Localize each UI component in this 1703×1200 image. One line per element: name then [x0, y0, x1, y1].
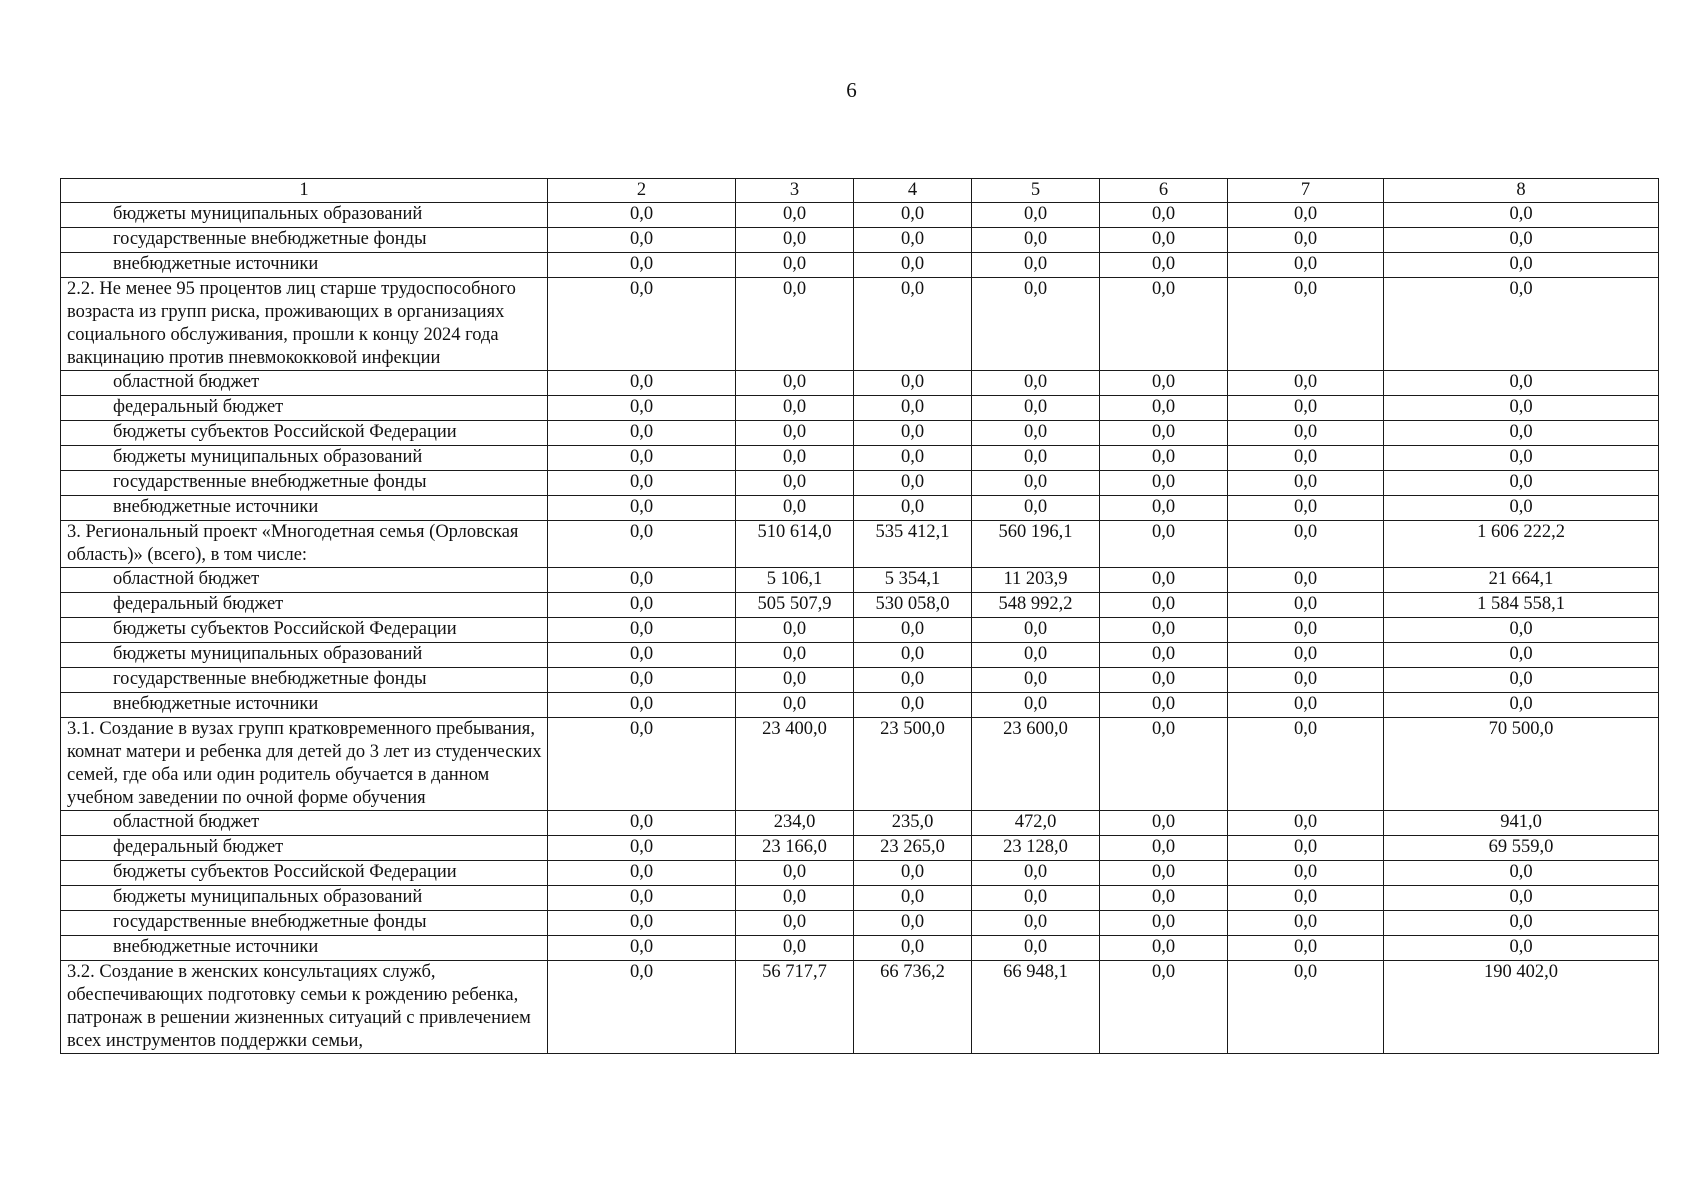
table-row	[61, 496, 1659, 521]
table-row	[61, 371, 1659, 396]
row-label: областной бюджет	[61, 371, 548, 396]
value-cell: 66 736,2	[854, 961, 972, 1054]
column-header: 6	[1100, 179, 1228, 203]
value-cell: 11 203,9	[972, 568, 1100, 593]
table-row	[61, 228, 1659, 253]
table-row	[61, 836, 1659, 861]
value-cell: 235,0	[854, 811, 972, 836]
value-cell: 0,0	[972, 228, 1100, 253]
value-cell: 0,0	[1228, 421, 1384, 446]
table-row	[61, 643, 1659, 668]
value-cell: 548 992,2	[972, 593, 1100, 618]
value-cell: 0,0	[1384, 496, 1659, 521]
value-cell: 0,0	[1228, 668, 1384, 693]
value-cell: 0,0	[854, 253, 972, 278]
value-cell: 0,0	[1384, 371, 1659, 396]
value-cell: 66 948,1	[972, 961, 1100, 1054]
value-cell: 234,0	[736, 811, 854, 836]
table-row	[61, 253, 1659, 278]
value-cell: 0,0	[736, 911, 854, 936]
value-cell: 0,0	[1228, 253, 1384, 278]
value-cell: 23 400,0	[736, 718, 854, 811]
value-cell: 0,0	[972, 446, 1100, 471]
value-cell: 0,0	[1100, 836, 1228, 861]
table-row	[61, 421, 1659, 446]
row-label: бюджеты субъектов Российской Федерации	[61, 861, 548, 886]
value-cell: 0,0	[854, 471, 972, 496]
value-cell: 0,0	[1384, 911, 1659, 936]
value-cell: 0,0	[1100, 936, 1228, 961]
value-cell: 21 664,1	[1384, 568, 1659, 593]
value-cell: 0,0	[736, 446, 854, 471]
row-label: бюджеты муниципальных образований	[61, 643, 548, 668]
value-cell: 0,0	[972, 203, 1100, 228]
value-cell: 0,0	[1228, 446, 1384, 471]
column-header: 7	[1228, 179, 1384, 203]
value-cell: 0,0	[1100, 203, 1228, 228]
table-row	[61, 886, 1659, 911]
column-header: 1	[61, 179, 548, 203]
value-cell: 0,0	[972, 911, 1100, 936]
value-cell: 0,0	[1228, 371, 1384, 396]
value-cell: 0,0	[854, 278, 972, 371]
value-cell: 0,0	[736, 618, 854, 643]
row-label: внебюджетные источники	[61, 936, 548, 961]
value-cell: 0,0	[548, 861, 736, 886]
page-number: 6	[846, 78, 857, 102]
value-cell: 0,0	[548, 693, 736, 718]
value-cell: 0,0	[548, 396, 736, 421]
value-cell: 0,0	[1228, 521, 1384, 568]
row-label: федеральный бюджет	[61, 593, 548, 618]
value-cell: 0,0	[548, 961, 736, 1054]
row-label: областной бюджет	[61, 811, 548, 836]
value-cell: 0,0	[1384, 861, 1659, 886]
value-cell: 0,0	[854, 643, 972, 668]
value-cell: 1 584 558,1	[1384, 593, 1659, 618]
row-label: внебюджетные источники	[61, 693, 548, 718]
value-cell: 0,0	[1384, 253, 1659, 278]
value-cell: 0,0	[548, 278, 736, 371]
value-cell: 0,0	[1384, 936, 1659, 961]
value-cell: 0,0	[548, 811, 736, 836]
value-cell: 0,0	[1384, 421, 1659, 446]
table-row	[61, 936, 1659, 961]
value-cell: 0,0	[736, 936, 854, 961]
value-cell: 0,0	[854, 203, 972, 228]
table-row	[61, 718, 1659, 811]
value-cell: 0,0	[548, 643, 736, 668]
value-cell: 23 265,0	[854, 836, 972, 861]
value-cell: 190 402,0	[1384, 961, 1659, 1054]
value-cell: 0,0	[1100, 471, 1228, 496]
row-label: федеральный бюджет	[61, 836, 548, 861]
value-cell: 0,0	[1100, 886, 1228, 911]
row-label: бюджеты субъектов Российской Федерации	[61, 421, 548, 446]
value-cell: 0,0	[972, 668, 1100, 693]
value-cell: 0,0	[1228, 228, 1384, 253]
value-cell: 0,0	[548, 421, 736, 446]
budget-table	[60, 178, 1659, 1054]
column-header: 4	[854, 179, 972, 203]
value-cell: 0,0	[736, 253, 854, 278]
value-cell: 472,0	[972, 811, 1100, 836]
value-cell: 56 717,7	[736, 961, 854, 1054]
table-row	[61, 911, 1659, 936]
value-cell: 0,0	[1100, 911, 1228, 936]
table-row	[61, 861, 1659, 886]
value-cell: 0,0	[736, 203, 854, 228]
row-label: 3.1. Создание в вузах групп кратковременного пребывания, комнат матери и ребенка для детей до 3 лет из студенческих семей, где оба или один родитель обучается в данном учебном заведении по очной форме обучения	[61, 718, 548, 811]
value-cell: 0,0	[854, 618, 972, 643]
value-cell: 23 500,0	[854, 718, 972, 811]
row-label: 3. Региональный проект «Многодетная семья (Орловская область)» (всего), в том числе:	[61, 521, 548, 568]
value-cell: 0,0	[1100, 861, 1228, 886]
table-row	[61, 278, 1659, 371]
table-row	[61, 203, 1659, 228]
value-cell: 0,0	[548, 203, 736, 228]
value-cell: 0,0	[1384, 278, 1659, 371]
value-cell: 0,0	[854, 861, 972, 886]
value-cell: 0,0	[1100, 253, 1228, 278]
value-cell: 0,0	[1384, 643, 1659, 668]
value-cell: 0,0	[1384, 203, 1659, 228]
value-cell: 0,0	[736, 278, 854, 371]
table-row	[61, 593, 1659, 618]
value-cell: 0,0	[1100, 421, 1228, 446]
value-cell: 0,0	[972, 496, 1100, 521]
value-cell: 0,0	[736, 643, 854, 668]
value-cell: 0,0	[1228, 811, 1384, 836]
table-row	[61, 618, 1659, 643]
value-cell: 0,0	[1384, 471, 1659, 496]
value-cell: 0,0	[972, 421, 1100, 446]
value-cell: 0,0	[854, 396, 972, 421]
value-cell: 0,0	[854, 693, 972, 718]
table-row	[61, 811, 1659, 836]
value-cell: 0,0	[854, 421, 972, 446]
column-header: 3	[736, 179, 854, 203]
value-cell: 0,0	[1100, 668, 1228, 693]
value-cell: 0,0	[736, 396, 854, 421]
value-cell: 0,0	[736, 228, 854, 253]
value-cell: 530 058,0	[854, 593, 972, 618]
value-cell: 0,0	[972, 253, 1100, 278]
value-cell: 0,0	[1100, 693, 1228, 718]
table-header-row	[61, 179, 1659, 203]
value-cell: 0,0	[548, 618, 736, 643]
value-cell: 0,0	[736, 886, 854, 911]
row-label: внебюджетные источники	[61, 496, 548, 521]
column-header: 5	[972, 179, 1100, 203]
value-cell: 0,0	[736, 693, 854, 718]
value-cell: 0,0	[1384, 618, 1659, 643]
value-cell: 0,0	[1100, 811, 1228, 836]
value-cell: 0,0	[548, 568, 736, 593]
row-label: бюджеты муниципальных образований	[61, 446, 548, 471]
value-cell: 0,0	[1100, 718, 1228, 811]
table-row	[61, 668, 1659, 693]
value-cell: 941,0	[1384, 811, 1659, 836]
value-cell: 0,0	[736, 421, 854, 446]
value-cell: 69 559,0	[1384, 836, 1659, 861]
row-label: 2.2. Не менее 95 процентов лиц старше трудоспособного возраста из групп риска, проживающих в организациях социального обслуживания, прошли к концу 2024 года вакцинацию против пневмококковой инфекции	[61, 278, 548, 371]
value-cell: 5 354,1	[854, 568, 972, 593]
value-cell: 0,0	[1228, 861, 1384, 886]
value-cell: 0,0	[548, 496, 736, 521]
value-cell: 0,0	[1100, 278, 1228, 371]
value-cell: 0,0	[972, 936, 1100, 961]
value-cell: 0,0	[548, 836, 736, 861]
value-cell: 0,0	[972, 693, 1100, 718]
value-cell: 0,0	[972, 886, 1100, 911]
value-cell: 0,0	[1228, 496, 1384, 521]
table-row	[61, 396, 1659, 421]
value-cell: 0,0	[548, 228, 736, 253]
value-cell: 0,0	[1100, 446, 1228, 471]
column-header: 2	[548, 179, 736, 203]
value-cell: 0,0	[548, 936, 736, 961]
value-cell: 0,0	[548, 886, 736, 911]
value-cell: 0,0	[972, 861, 1100, 886]
value-cell: 0,0	[1228, 568, 1384, 593]
value-cell: 0,0	[1228, 886, 1384, 911]
value-cell: 0,0	[1228, 936, 1384, 961]
value-cell: 0,0	[1100, 961, 1228, 1054]
value-cell: 535 412,1	[854, 521, 972, 568]
table-row	[61, 471, 1659, 496]
value-cell: 0,0	[1384, 396, 1659, 421]
value-cell: 0,0	[972, 396, 1100, 421]
value-cell: 0,0	[548, 718, 736, 811]
row-label: государственные внебюджетные фонды	[61, 471, 548, 496]
value-cell: 0,0	[1384, 668, 1659, 693]
value-cell: 0,0	[1228, 693, 1384, 718]
table-body	[61, 203, 1659, 1054]
value-cell: 0,0	[1228, 471, 1384, 496]
row-label: бюджеты муниципальных образований	[61, 203, 548, 228]
table-row	[61, 521, 1659, 568]
value-cell: 0,0	[548, 371, 736, 396]
value-cell: 0,0	[1384, 693, 1659, 718]
value-cell: 70 500,0	[1384, 718, 1659, 811]
value-cell: 0,0	[1100, 228, 1228, 253]
value-cell: 510 614,0	[736, 521, 854, 568]
row-label: федеральный бюджет	[61, 396, 548, 421]
value-cell: 0,0	[854, 911, 972, 936]
value-cell: 0,0	[1100, 496, 1228, 521]
value-cell: 0,0	[1100, 643, 1228, 668]
value-cell: 0,0	[1100, 568, 1228, 593]
row-label: внебюджетные источники	[61, 253, 548, 278]
value-cell: 560 196,1	[972, 521, 1100, 568]
value-cell: 0,0	[548, 446, 736, 471]
value-cell: 0,0	[548, 521, 736, 568]
value-cell: 0,0	[1228, 643, 1384, 668]
value-cell: 0,0	[854, 496, 972, 521]
value-cell: 0,0	[1228, 618, 1384, 643]
value-cell: 0,0	[1384, 446, 1659, 471]
value-cell: 23 166,0	[736, 836, 854, 861]
value-cell: 0,0	[972, 278, 1100, 371]
value-cell: 0,0	[736, 668, 854, 693]
value-cell: 0,0	[1100, 618, 1228, 643]
value-cell: 0,0	[548, 668, 736, 693]
value-cell: 0,0	[736, 371, 854, 396]
value-cell: 0,0	[548, 911, 736, 936]
value-cell: 0,0	[736, 861, 854, 886]
value-cell: 0,0	[736, 471, 854, 496]
table-row	[61, 961, 1659, 1054]
value-cell: 0,0	[1228, 278, 1384, 371]
value-cell: 0,0	[1384, 228, 1659, 253]
value-cell: 0,0	[1100, 371, 1228, 396]
value-cell: 0,0	[548, 593, 736, 618]
value-cell: 0,0	[1228, 593, 1384, 618]
value-cell: 0,0	[854, 371, 972, 396]
table-row	[61, 693, 1659, 718]
value-cell: 0,0	[1228, 836, 1384, 861]
value-cell: 0,0	[854, 886, 972, 911]
table-row	[61, 446, 1659, 471]
value-cell: 0,0	[854, 446, 972, 471]
row-label: государственные внебюджетные фонды	[61, 668, 548, 693]
value-cell: 0,0	[972, 618, 1100, 643]
value-cell: 1 606 222,2	[1384, 521, 1659, 568]
value-cell: 0,0	[854, 228, 972, 253]
value-cell: 0,0	[1228, 911, 1384, 936]
row-label: 3.2. Создание в женских консультациях служб, обеспечивающих подготовку семьи к рождению ребенка, патронаж в решении жизненных ситуаций с привлечением всех инструментов поддержки семьи,	[61, 961, 548, 1054]
value-cell: 5 106,1	[736, 568, 854, 593]
value-cell: 0,0	[1100, 396, 1228, 421]
value-cell: 0,0	[1228, 961, 1384, 1054]
value-cell: 0,0	[548, 253, 736, 278]
column-header: 8	[1384, 179, 1659, 203]
value-cell: 0,0	[1228, 396, 1384, 421]
row-label: бюджеты муниципальных образований	[61, 886, 548, 911]
table-row	[61, 568, 1659, 593]
value-cell: 0,0	[972, 471, 1100, 496]
row-label: государственные внебюджетные фонды	[61, 911, 548, 936]
value-cell: 0,0	[1384, 886, 1659, 911]
row-label: государственные внебюджетные фонды	[61, 228, 548, 253]
value-cell: 0,0	[1100, 521, 1228, 568]
row-label: областной бюджет	[61, 568, 548, 593]
row-label: бюджеты субъектов Российской Федерации	[61, 618, 548, 643]
value-cell: 0,0	[548, 471, 736, 496]
value-cell: 0,0	[1228, 718, 1384, 811]
value-cell: 0,0	[854, 936, 972, 961]
value-cell: 0,0	[736, 496, 854, 521]
value-cell: 0,0	[1228, 203, 1384, 228]
value-cell: 23 600,0	[972, 718, 1100, 811]
value-cell: 0,0	[972, 371, 1100, 396]
value-cell: 0,0	[854, 668, 972, 693]
value-cell: 0,0	[1100, 593, 1228, 618]
value-cell: 0,0	[972, 643, 1100, 668]
value-cell: 23 128,0	[972, 836, 1100, 861]
value-cell: 505 507,9	[736, 593, 854, 618]
